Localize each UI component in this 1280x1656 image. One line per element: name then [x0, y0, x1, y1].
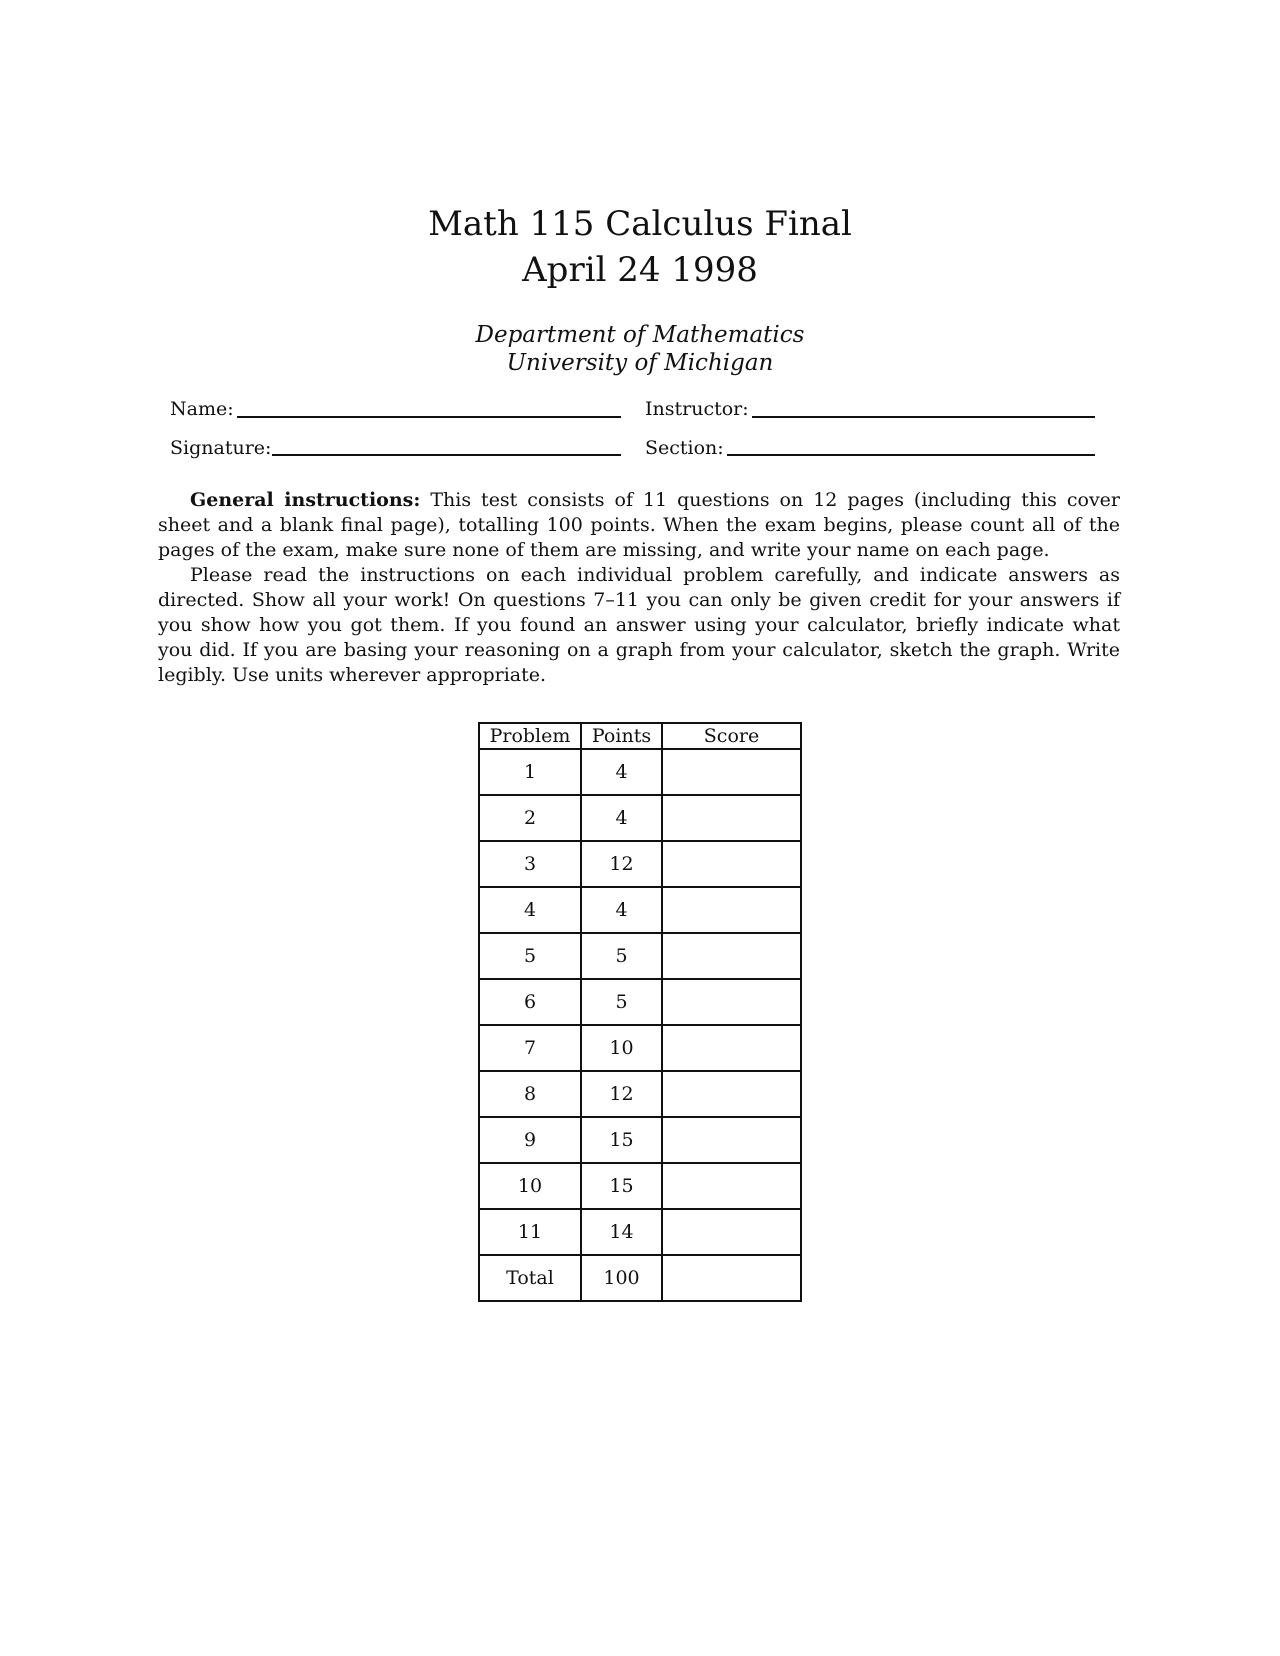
- section-line[interactable]: [727, 454, 1095, 456]
- score-cell[interactable]: [662, 841, 801, 887]
- instructor-line[interactable]: [752, 416, 1095, 418]
- instructions-lead: General instructions:: [190, 489, 421, 511]
- instructions-block: [158, 488, 1120, 688]
- problem-cell: 9: [479, 1117, 581, 1163]
- signature-label: Signature:: [170, 437, 272, 459]
- name-label: Name:: [170, 398, 234, 420]
- table-row: [479, 887, 801, 933]
- table-row: [479, 979, 801, 1025]
- points-cell: 15: [581, 1117, 662, 1163]
- total-points-cell: 100: [581, 1255, 662, 1301]
- header-problem: Problem: [479, 723, 581, 749]
- points-cell: 5: [581, 979, 662, 1025]
- problem-cell: 6: [479, 979, 581, 1025]
- score-cell[interactable]: [662, 933, 801, 979]
- points-cell: 10: [581, 1025, 662, 1071]
- table-row: [479, 1163, 801, 1209]
- table-row: [479, 795, 801, 841]
- exam-date: April 24 1998: [522, 250, 758, 290]
- score-cell[interactable]: [662, 1117, 801, 1163]
- score-cell[interactable]: [662, 1071, 801, 1117]
- problem-cell: 3: [479, 841, 581, 887]
- university: University of Michigan: [506, 350, 774, 376]
- exam-title: Math 115 Calculus Final: [428, 204, 852, 244]
- points-cell: 12: [581, 841, 662, 887]
- table-header-row: [479, 723, 801, 749]
- table-row: [479, 1117, 801, 1163]
- table-row: [479, 1209, 801, 1255]
- instructions-text-1: This test consists of 11 questions on 12 pages (including this cover sheet and a blank final page), totalling 100 points. When the exam begins, please count all of the pages of the exam, make sure none of them are missing, and write your name on each page.: [158, 489, 1121, 561]
- problem-cell: 10: [479, 1163, 581, 1209]
- section-label: Section:: [645, 437, 724, 459]
- score-table: [478, 722, 802, 1302]
- points-cell: 5: [581, 933, 662, 979]
- total-label-cell: Total: [479, 1255, 581, 1301]
- header-points: Points: [581, 723, 662, 749]
- table-row: [479, 1025, 801, 1071]
- points-cell: 14: [581, 1209, 662, 1255]
- table-row: [479, 749, 801, 795]
- problem-cell: 7: [479, 1025, 581, 1071]
- table-row: [479, 933, 801, 979]
- name-line[interactable]: [237, 416, 621, 418]
- points-cell: 4: [581, 749, 662, 795]
- header-score: Score: [662, 723, 801, 749]
- table-row-total: [479, 1255, 801, 1301]
- score-cell[interactable]: [662, 1209, 801, 1255]
- table-row: [479, 1071, 801, 1117]
- department: Department of Mathematics: [475, 322, 805, 348]
- total-score-cell[interactable]: [662, 1255, 801, 1301]
- points-cell: 4: [581, 887, 662, 933]
- instructions-paragraph-2: Please read the instructions on each individual problem carefully, and indicate answers as directed. Show all your work! On questions 7–11 you can only be given credit for your answers if you show how you got them. If you found an answer using your calculator, briefly indicate what you did. If you are basing your reasoning on a graph from your calculator, sketch the graph. Write legibly. Use units wherever appropriate.: [158, 564, 1120, 686]
- problem-cell: 4: [479, 887, 581, 933]
- instructions-paragraph-1: [158, 488, 1120, 563]
- score-cell[interactable]: [662, 795, 801, 841]
- instructor-label: Instructor:: [645, 398, 749, 420]
- score-cell[interactable]: [662, 1163, 801, 1209]
- problem-cell: 5: [479, 933, 581, 979]
- problem-cell: 8: [479, 1071, 581, 1117]
- score-cell[interactable]: [662, 1025, 801, 1071]
- score-cell[interactable]: [662, 979, 801, 1025]
- table-row: [479, 841, 801, 887]
- score-cell[interactable]: [662, 749, 801, 795]
- points-cell: 15: [581, 1163, 662, 1209]
- problem-cell: 1: [479, 749, 581, 795]
- problem-cell: 2: [479, 795, 581, 841]
- points-cell: 12: [581, 1071, 662, 1117]
- points-cell: 4: [581, 795, 662, 841]
- score-cell[interactable]: [662, 887, 801, 933]
- signature-line[interactable]: [272, 454, 621, 456]
- problem-cell: 11: [479, 1209, 581, 1255]
